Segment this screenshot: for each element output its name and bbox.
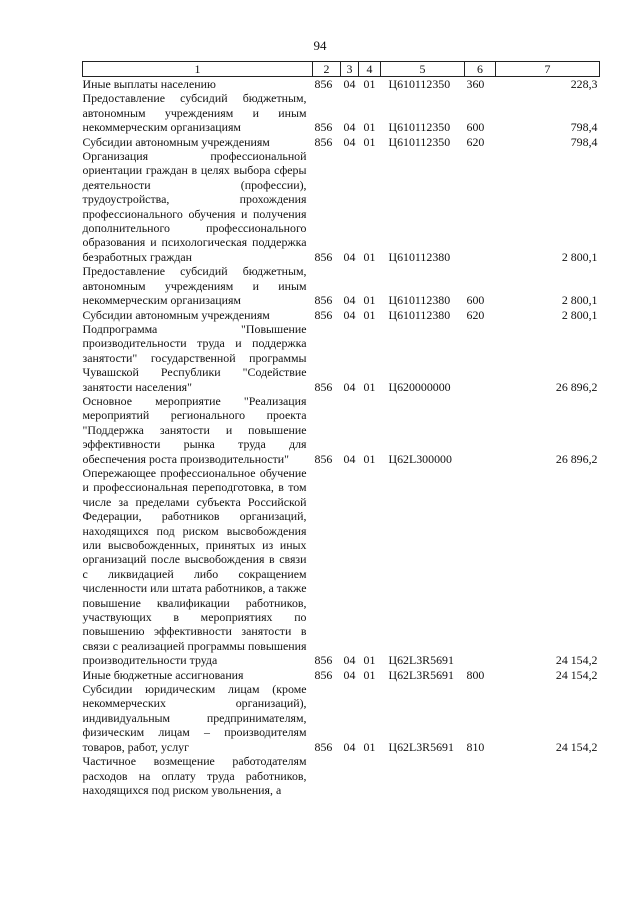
row-amount	[496, 754, 600, 797]
table-header-row	[83, 62, 600, 77]
row-amount: 798,4	[570, 134, 598, 149]
header-col-3: 3	[341, 62, 359, 77]
row-amount: 2 800,1	[561, 293, 598, 308]
row-name: Субсидии юридическим лицам (кроме некоммерческих организаций), индивидуальным предпринимателям, физическим лицам – производителям товаров, работ, услуг	[82, 682, 307, 754]
row-amount: 26 896,2	[555, 379, 598, 394]
row-target-article: Ц610112380	[388, 307, 451, 322]
row-name: Частичное возмещение работодателям расходов на оплату труда работников, находящихся под риском увольнения, а	[82, 754, 307, 797]
row-name: Подпрограмма "Повышение производительности труда и поддержка занятости" государственной программы Чувашской Республики "Содействие занятости населения"	[82, 321, 307, 394]
row-section: 04	[343, 134, 356, 149]
row-gov-code: 856	[314, 451, 333, 466]
row-section: 04	[343, 379, 356, 394]
row-section: 04	[343, 451, 356, 466]
row-target-article: Ц62L3R5691	[388, 653, 454, 668]
row-section: 04	[343, 293, 356, 308]
row-amount: 24 154,2	[555, 667, 598, 682]
row-expense-type	[465, 466, 496, 668]
row-name: Иные бюджетные ассигнования	[82, 667, 244, 682]
row-amount: 798,4	[570, 120, 598, 135]
row-target-article: Ц610112350	[388, 77, 451, 91]
row-gov-code: 856	[314, 249, 333, 264]
row-target-article: Ц620000000	[388, 379, 451, 394]
row-expense-type	[465, 149, 496, 264]
row-subsection: 01	[363, 134, 376, 149]
row-gov-code: 856	[314, 77, 333, 91]
row-gov-code: 856	[314, 293, 333, 308]
row-subsection: 01	[363, 739, 376, 754]
row-target-article: Ц62L300000	[388, 451, 452, 466]
row-amount: 26 896,2	[555, 451, 598, 466]
table-row	[83, 264, 600, 307]
table-row	[83, 149, 600, 264]
budget-table	[82, 61, 600, 797]
row-name: Основное мероприятие "Реализация мероприятий регионального проекта "Поддержка занятости и повышение эффективности рынка труда для обеспечения роста производительности"	[82, 393, 307, 466]
table-row	[83, 77, 600, 92]
row-section: 04	[343, 77, 356, 91]
row-expense-type	[465, 322, 496, 394]
row-subsection: 01	[363, 249, 376, 264]
row-subsection: 01	[363, 667, 376, 682]
table-row	[83, 394, 600, 466]
row-section: 04	[343, 739, 356, 754]
row-expense-type: 600	[466, 293, 485, 308]
row-subsection: 01	[363, 451, 376, 466]
row-section: 04	[343, 653, 356, 668]
table-row	[83, 308, 600, 322]
row-expense-type: 600	[466, 120, 485, 135]
row-subsection: 01	[363, 77, 376, 91]
header-col-1: 1	[83, 62, 313, 77]
row-amount: 2 800,1	[561, 249, 598, 264]
table-row	[83, 754, 600, 797]
row-gov-code	[313, 754, 341, 797]
table-row	[83, 668, 600, 682]
row-amount: 228,3	[570, 77, 598, 91]
row-name: Организация профессиональной ориентации граждан в целях выбора сферы деятельности (профессии), трудоустройства, прохождения профессионального обучения и получения дополнительного профессионального образования и психологическая поддержка безработных граждан	[82, 149, 307, 264]
row-name: Субсидии автономным учреждениям	[82, 134, 270, 149]
row-expense-type: 800	[466, 667, 485, 682]
header-col-4: 4	[359, 62, 381, 77]
row-target-article: Ц610112350	[388, 134, 451, 149]
row-gov-code: 856	[314, 120, 333, 135]
row-subsection: 01	[363, 379, 376, 394]
row-expense-type	[465, 394, 496, 466]
page-number: 94	[313, 38, 327, 53]
table-row	[83, 135, 600, 149]
row-gov-code: 856	[314, 653, 333, 668]
row-target-article: Ц62L3R5691	[388, 739, 454, 754]
row-expense-type: 810	[466, 739, 485, 754]
table-row	[83, 466, 600, 668]
row-section: 04	[343, 667, 356, 682]
row-subsection: 01	[363, 293, 376, 308]
row-name: Предоставление субсидий бюджетным, автономным учреждениям и иным некоммерческим организациям	[82, 91, 307, 135]
row-gov-code: 856	[314, 134, 333, 149]
row-name: Предоставление субсидий бюджетным, автономным учреждениям и иным некоммерческим организациям	[82, 264, 307, 308]
row-amount: 2 800,1	[561, 307, 598, 322]
row-subsection: 01	[363, 307, 376, 322]
row-amount: 24 154,2	[555, 653, 598, 668]
header-col-7: 7	[496, 62, 600, 77]
row-expense-type: 620	[466, 307, 485, 322]
row-subsection: 01	[363, 120, 376, 135]
row-name: Субсидии автономным учреждениям	[82, 307, 270, 322]
row-section: 04	[343, 120, 356, 135]
row-gov-code: 856	[314, 739, 333, 754]
row-target-article: Ц610112380	[388, 249, 451, 264]
row-target-article: Ц610112350	[388, 120, 451, 135]
table-row	[83, 682, 600, 754]
row-gov-code: 856	[314, 667, 333, 682]
header-col-5: 5	[381, 62, 465, 77]
row-section	[341, 754, 359, 797]
row-target-article: Ц62L3R5691	[388, 667, 454, 682]
table-row	[83, 322, 600, 394]
row-gov-code: 856	[314, 379, 333, 394]
row-section: 04	[343, 249, 356, 264]
header-col-2: 2	[313, 62, 341, 77]
row-expense-type: 620	[466, 134, 485, 149]
header-col-6: 6	[465, 62, 496, 77]
row-subsection	[359, 754, 381, 797]
row-target-article: Ц610112380	[388, 293, 451, 308]
row-amount: 24 154,2	[555, 739, 598, 754]
row-name: Опережающее профессиональное обучение и профессиональная переподготовка, в том числе за пределами субъекта Российской Федерации, работников организаций, находящихся под риском высвобождения или высвобожденных, принятых из иных организаций после высвобождения в связи с ликвидацией либо сокращением численности или штата работников, а также повышение квалификации работников, участвующих в мероприятиях по повышению эффективности занятости в связи с реализацией программы повышения производительности труда	[82, 465, 307, 668]
row-section: 04	[343, 307, 356, 322]
row-expense-type	[465, 754, 496, 797]
row-expense-type: 360	[466, 77, 485, 91]
row-subsection: 01	[363, 653, 376, 668]
row-name: Иные выплаты населению	[82, 77, 216, 91]
row-target-article	[381, 754, 465, 797]
table-row	[83, 91, 600, 134]
row-gov-code: 856	[314, 307, 333, 322]
